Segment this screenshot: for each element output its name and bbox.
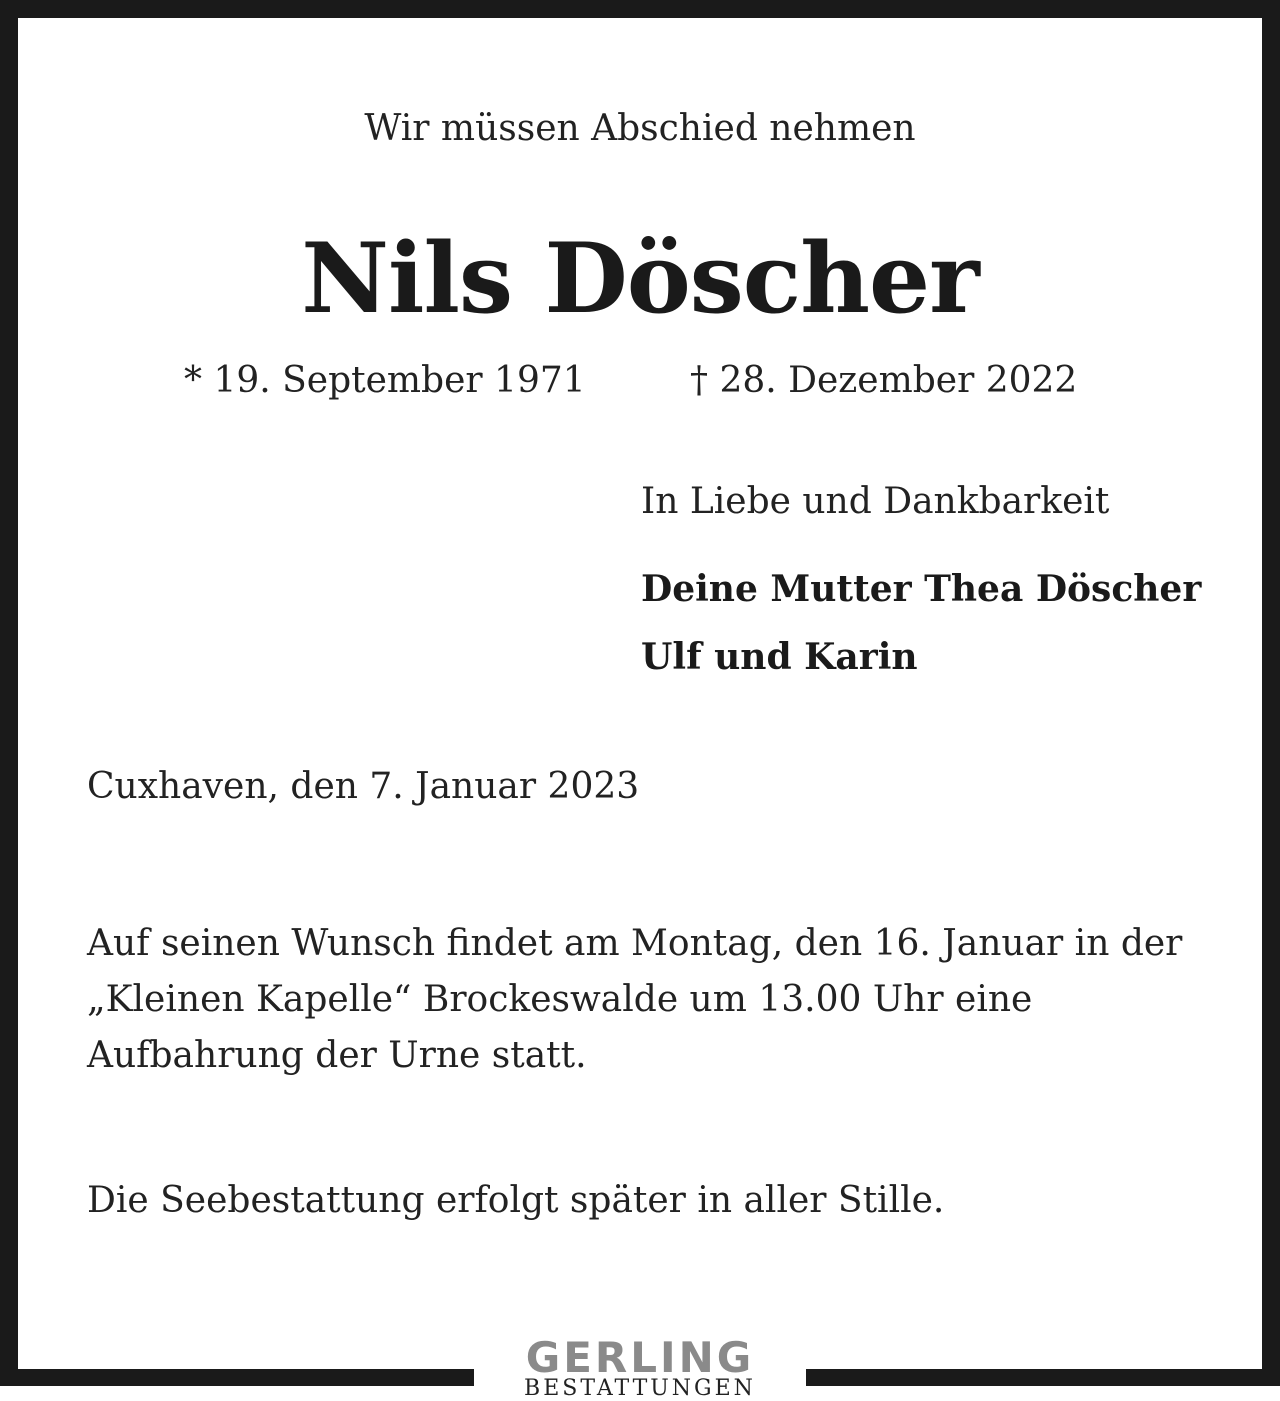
mourner-line: Ulf und Karin [641,636,918,678]
deceased-name: Nils Döscher [301,222,979,335]
frame-border-bottom-left [0,1369,474,1386]
funeral-home-logo [474,1333,806,1401]
frame-border-left [0,0,18,1386]
frame-border-right [1262,0,1280,1386]
thanks-line: In Liebe und Dankbarkeit [641,481,1110,522]
place-and-date: Cuxhaven, den 7. Januar 2023 [87,766,640,807]
ceremony-paragraph: Auf seinen Wunsch findet am Montag, den 16. Januar in der „Kleinen Kapelle“ Brockeswalde um 13.00 Uhr eine Aufbahrung der Urne statt. [87,923,1183,1076]
sea-burial-note: Die Seebestattung erfolgt später in aller Stille. [87,1180,945,1221]
intro-line: Wir müssen Abschied nehmen [364,108,916,149]
logo-name: GERLING [525,1333,755,1382]
mourner-line: Deine Mutter Thea Döscher [641,568,1202,610]
frame-border-top [0,0,1280,18]
logo-subtitle: BESTATTUNGEN [524,1376,756,1401]
birth-date: * 19. September 1971 [184,360,586,401]
death-date: † 28. Dezember 2022 [690,360,1078,401]
frame-border-bottom-right [806,1369,1280,1386]
